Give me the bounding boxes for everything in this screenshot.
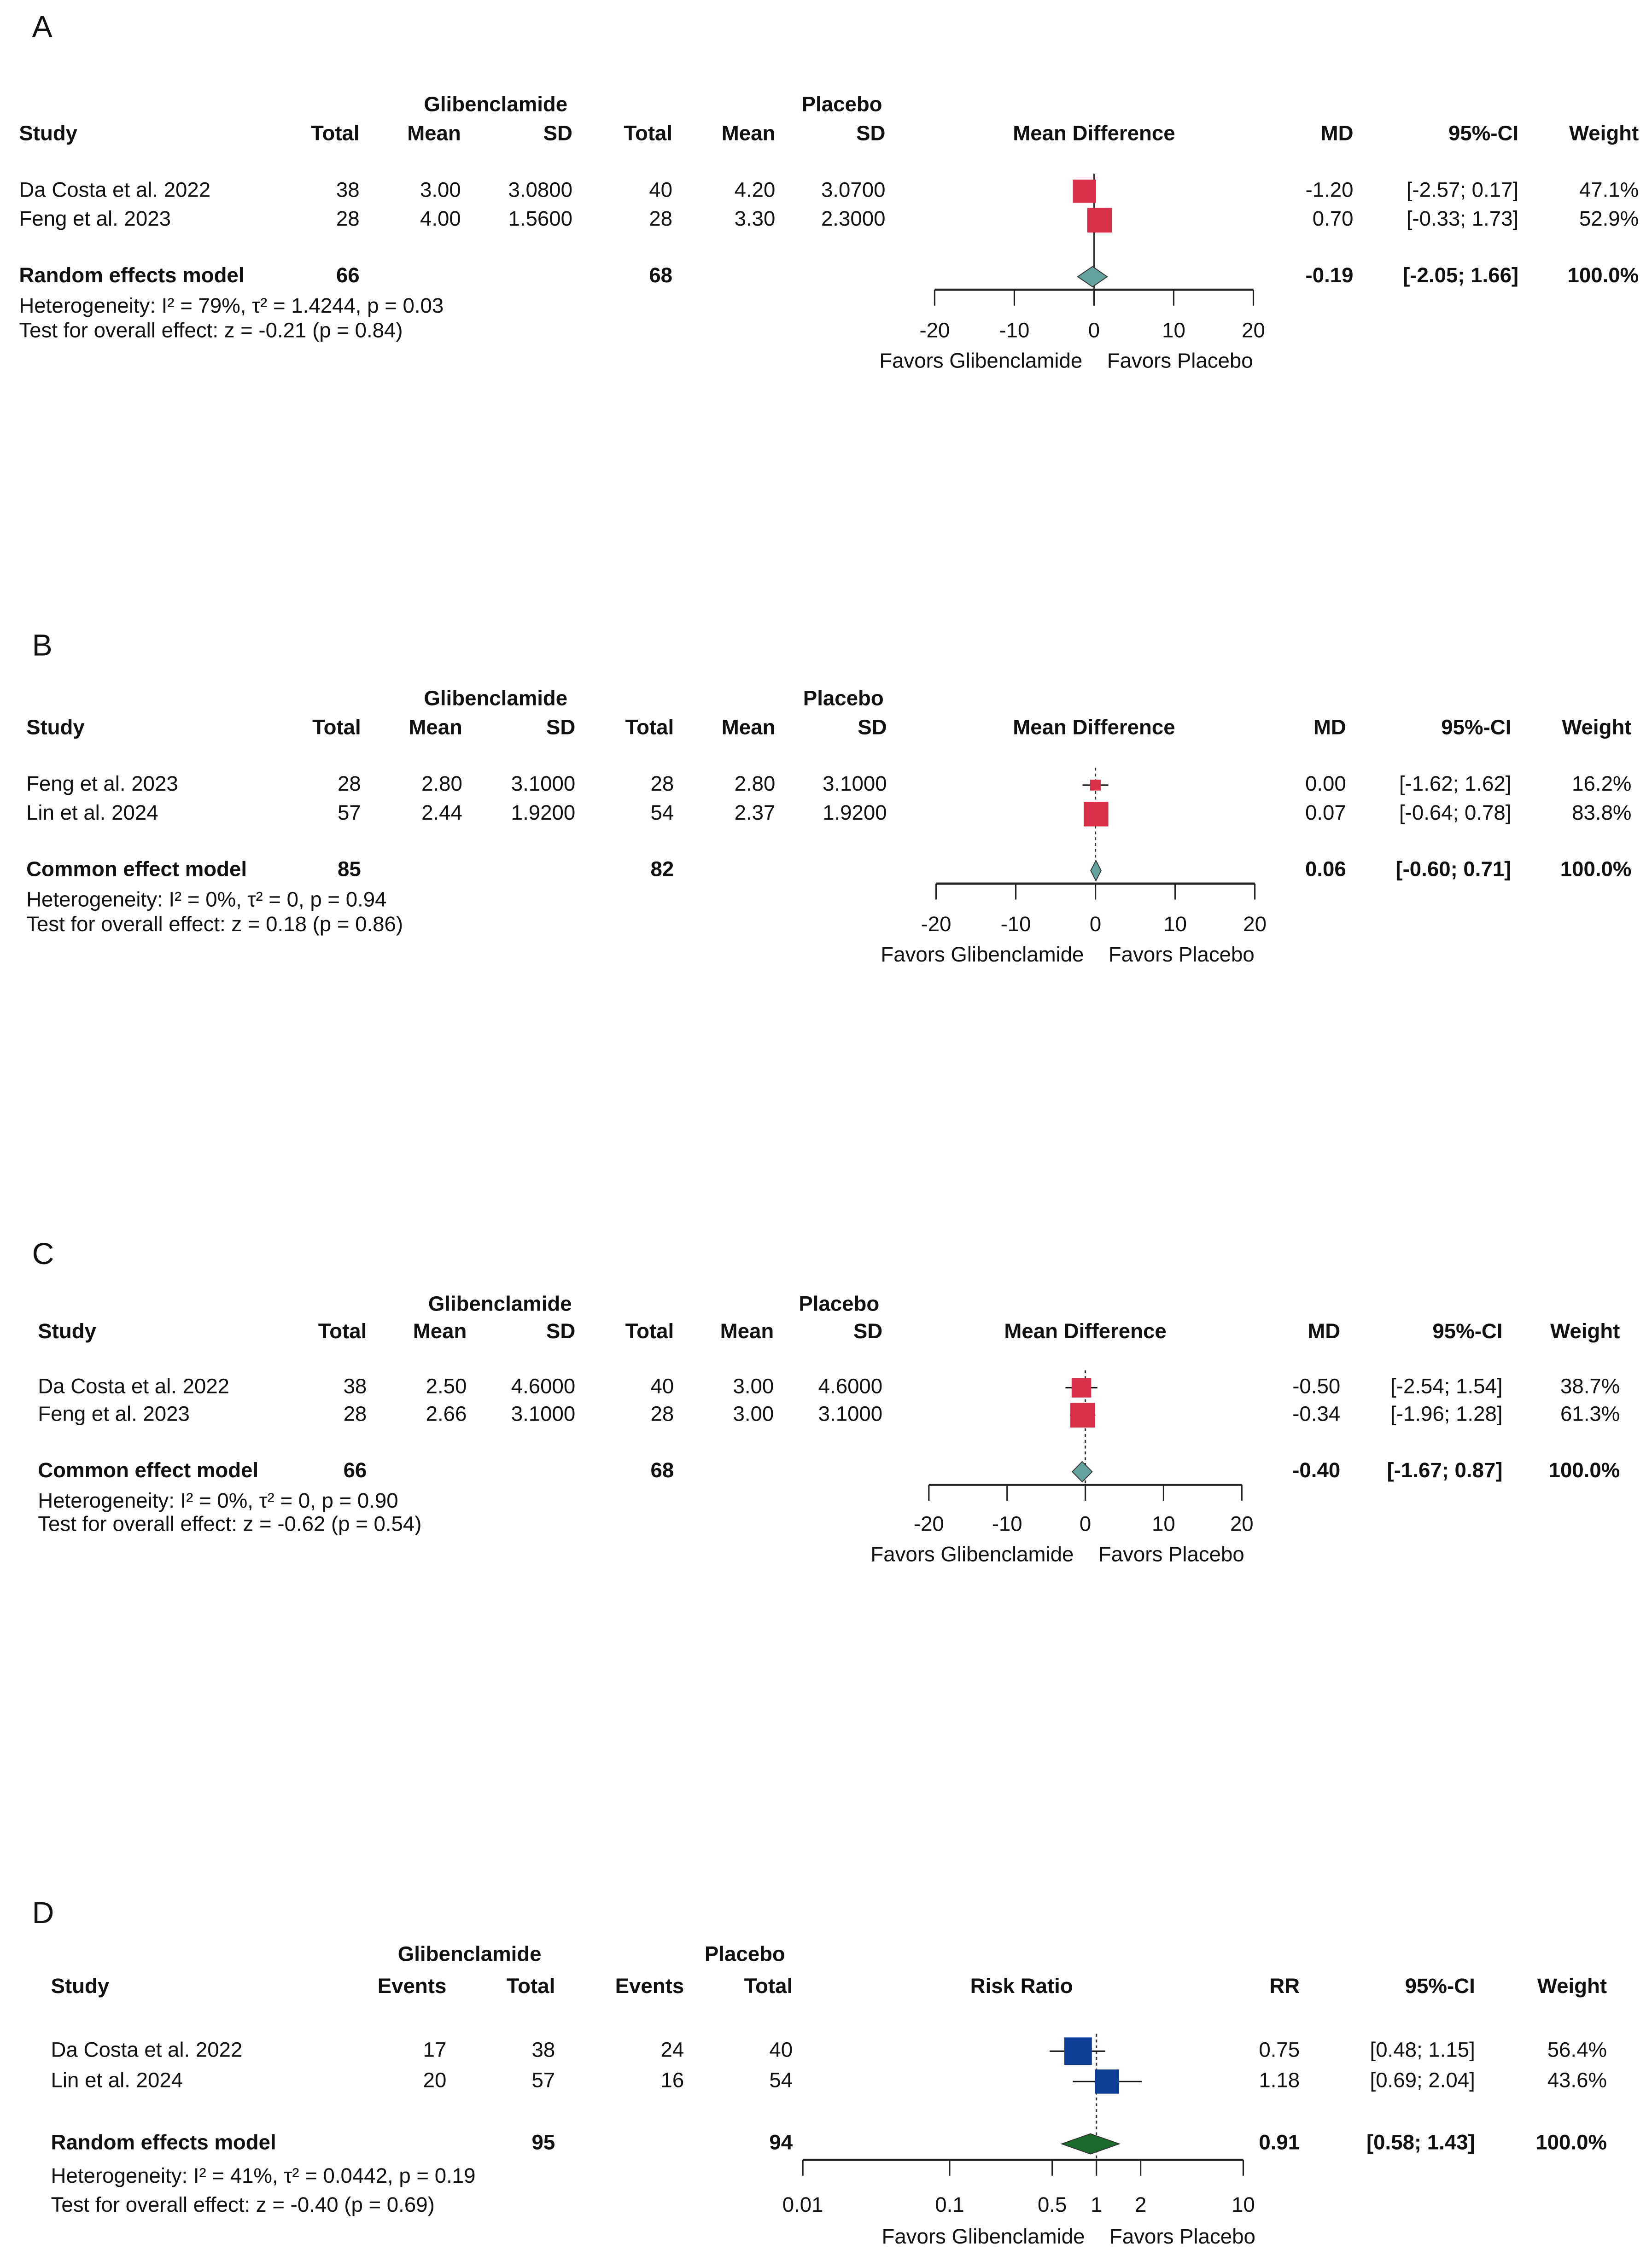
study-cell: [-2.57; 0.17] <box>1406 178 1519 202</box>
study-cell: 4.6000 <box>511 1374 576 1398</box>
model-cell: 0.06 <box>1305 857 1346 881</box>
study-cell: 0.75 <box>1259 2038 1300 2062</box>
column-header: Mean <box>721 715 776 739</box>
study-cell: 0.07 <box>1305 800 1346 824</box>
column-header: Mean <box>720 1319 774 1343</box>
study-cell: 3.30 <box>734 207 776 231</box>
model-name: Random effects model <box>19 263 245 287</box>
model-name: Random effects model <box>51 2130 276 2154</box>
study-cell: 2.37 <box>734 800 776 824</box>
plot-column-header: Mean Difference <box>1004 1319 1167 1343</box>
summary-diamond <box>1072 1462 1092 1482</box>
study-cell: 2.80 <box>421 772 462 796</box>
model-name: Common effect model <box>38 1458 259 1482</box>
favors-right-label: Favors Placebo <box>1098 1542 1244 1566</box>
model-cell: 85 <box>338 857 361 881</box>
column-header: SD <box>546 1319 576 1343</box>
study-name: Da Costa et al. 2022 <box>51 2038 243 2062</box>
study-cell: 28 <box>338 772 361 796</box>
group-header: Placebo <box>704 1942 785 1966</box>
study-cell: 3.00 <box>733 1402 774 1426</box>
column-header: MD <box>1313 715 1346 739</box>
model-cell: 100.0% <box>1567 263 1639 287</box>
column-header: Total <box>318 1319 367 1343</box>
column-header: Study <box>19 121 78 145</box>
study-cell: 4.6000 <box>818 1374 883 1398</box>
study-cell: 0.00 <box>1305 772 1346 796</box>
study-cell: 2.50 <box>426 1374 467 1398</box>
study-cell: 4.00 <box>420 207 461 231</box>
group-header: Glibenclamide <box>424 92 568 116</box>
model-cell: 68 <box>650 1458 674 1482</box>
plot-column-header: Mean Difference <box>1013 121 1175 145</box>
study-cell: [0.69; 2.04] <box>1370 2068 1475 2092</box>
column-header: SD <box>856 121 886 145</box>
study-cell: 2.44 <box>421 800 462 824</box>
study-cell: 2.3000 <box>821 207 886 231</box>
study-name: Da Costa et al. 2022 <box>19 178 211 202</box>
heterogeneity-text: Heterogeneity: I² = 41%, τ² = 0.0442, p = 0.19 <box>51 2164 476 2188</box>
axis-tick-label: 0 <box>1079 1512 1092 1536</box>
panel-d <box>32 1895 1607 2248</box>
panel-c <box>32 1236 1620 1566</box>
study-square <box>1073 180 1096 203</box>
heterogeneity-text: Heterogeneity: I² = 0%, τ² = 0, p = 0.90 <box>38 1489 398 1513</box>
favors-right-label: Favors Placebo <box>1108 943 1255 967</box>
study-cell: 57 <box>531 2068 555 2092</box>
study-cell: 3.1000 <box>823 772 887 796</box>
group-header: Placebo <box>799 1292 880 1316</box>
favors-left-label: Favors Glibenclamide <box>881 2225 1085 2249</box>
study-cell: 47.1% <box>1579 178 1639 202</box>
model-cell: 0.91 <box>1259 2130 1300 2154</box>
study-cell: 2.66 <box>426 1402 467 1426</box>
column-header: Mean <box>721 121 776 145</box>
study-cell: 28 <box>650 1402 674 1426</box>
column-header: Total <box>744 1974 793 1998</box>
column-header: Weight <box>1562 715 1632 739</box>
axis-tick-label: 10 <box>1232 2192 1255 2216</box>
study-cell: 54 <box>769 2068 793 2092</box>
study-cell: 3.00 <box>733 1374 774 1398</box>
axis-tick-label: 0.5 <box>1038 2192 1067 2216</box>
panel-label: B <box>32 628 53 662</box>
column-header: Mean <box>407 121 461 145</box>
column-header: RR <box>1269 1974 1300 1998</box>
study-cell: 4.20 <box>734 178 776 202</box>
study-name: Lin et al. 2024 <box>51 2068 183 2092</box>
model-cell: 82 <box>650 857 674 881</box>
column-header: Total <box>625 1319 674 1343</box>
axis-tick-label: 20 <box>1230 1512 1254 1536</box>
plot-column-header: Mean Difference <box>1013 715 1175 739</box>
study-cell: 3.0800 <box>508 178 573 202</box>
axis-tick-label: 1 <box>1091 2192 1103 2216</box>
overall-effect-text: Test for overall effect: z = -0.62 (p = 0.54) <box>38 1512 422 1536</box>
model-cell: 66 <box>343 1458 367 1482</box>
favors-left-label: Favors Glibenclamide <box>881 943 1084 967</box>
column-header: 95%-CI <box>1432 1319 1503 1343</box>
axis-tick-label: -20 <box>913 1512 944 1536</box>
model-cell: 100.0% <box>1535 2130 1607 2154</box>
column-header: Mean <box>413 1319 467 1343</box>
plot-column-header: Risk Ratio <box>970 1974 1073 1998</box>
axis-tick-label: -10 <box>1000 912 1031 936</box>
axis-tick-label: -10 <box>992 1512 1022 1536</box>
study-name: Feng et al. 2023 <box>38 1402 190 1426</box>
model-name: Common effect model <box>26 857 247 881</box>
study-cell: -0.50 <box>1292 1374 1341 1398</box>
study-cell: 0.70 <box>1312 207 1354 231</box>
axis-tick-label: 0.1 <box>935 2192 964 2216</box>
column-header: Total <box>624 121 673 145</box>
study-cell: [-1.62; 1.62] <box>1399 772 1512 796</box>
overall-effect-text: Test for overall effect: z = 0.18 (p = 0.86) <box>26 912 403 936</box>
panel-b <box>26 628 1631 967</box>
summary-diamond <box>1091 861 1101 881</box>
axis-tick-label: 0 <box>1088 318 1100 342</box>
axis-tick-label: 2 <box>1134 2192 1147 2216</box>
column-header: Weight <box>1550 1319 1620 1343</box>
study-name: Da Costa et al. 2022 <box>38 1374 230 1398</box>
study-square <box>1090 780 1101 791</box>
model-cell: 68 <box>649 263 673 287</box>
model-cell: [-0.60; 0.71] <box>1395 857 1512 881</box>
study-cell: 28 <box>343 1402 367 1426</box>
favors-left-label: Favors Glibenclamide <box>879 349 1083 373</box>
column-header: Mean <box>409 715 462 739</box>
favors-left-label: Favors Glibenclamide <box>870 1542 1074 1566</box>
study-cell: 83.8% <box>1572 800 1632 824</box>
column-header: 95%-CI <box>1405 1974 1475 1998</box>
axis-tick-label: 20 <box>1242 318 1265 342</box>
panel-label: A <box>32 9 53 44</box>
study-cell: 1.18 <box>1259 2068 1300 2092</box>
column-header: Total <box>506 1974 555 1998</box>
study-cell: 3.00 <box>420 178 461 202</box>
column-header: Weight <box>1569 121 1639 145</box>
axis-tick-label: -20 <box>919 318 950 342</box>
column-header: MD <box>1320 121 1354 145</box>
overall-effect-text: Test for overall effect: z = -0.21 (p = 0.84) <box>19 318 403 342</box>
column-header: Total <box>311 121 360 145</box>
study-cell: 3.1000 <box>818 1402 883 1426</box>
study-cell: 3.1000 <box>511 772 576 796</box>
column-header: Study <box>38 1319 96 1343</box>
column-header: Study <box>26 715 85 739</box>
study-cell: 3.0700 <box>821 178 886 202</box>
column-header: Total <box>312 715 361 739</box>
study-cell: 16 <box>660 2068 684 2092</box>
study-name: Feng et al. 2023 <box>26 772 178 796</box>
group-header: Glibenclamide <box>397 1942 542 1966</box>
favors-right-label: Favors Placebo <box>1109 2225 1255 2249</box>
summary-diamond <box>1062 2134 1119 2154</box>
group-header: Placebo <box>801 92 882 116</box>
column-header: 95%-CI <box>1441 715 1512 739</box>
panel-label: C <box>32 1236 54 1270</box>
model-cell: -0.19 <box>1305 263 1354 287</box>
study-cell: 16.2% <box>1572 772 1632 796</box>
overall-effect-text: Test for overall effect: z = -0.40 (p = 0.69) <box>51 2192 435 2216</box>
column-header: Total <box>625 715 674 739</box>
study-cell: [-2.54; 1.54] <box>1390 1374 1503 1398</box>
model-cell: 100.0% <box>1548 1458 1620 1482</box>
study-cell: 2.80 <box>734 772 776 796</box>
study-cell: [0.48; 1.15] <box>1370 2038 1475 2062</box>
model-cell: 66 <box>336 263 360 287</box>
study-cell: 57 <box>338 800 361 824</box>
study-cell: 3.1000 <box>511 1402 576 1426</box>
study-cell: 54 <box>650 800 674 824</box>
study-cell: 52.9% <box>1579 207 1639 231</box>
heterogeneity-text: Heterogeneity: I² = 79%, τ² = 1.4244, p = 0.03 <box>19 293 444 317</box>
study-cell: [-1.96; 1.28] <box>1390 1402 1503 1426</box>
axis-tick-label: 10 <box>1162 318 1185 342</box>
study-cell: 28 <box>336 207 360 231</box>
study-cell: 40 <box>769 2038 793 2062</box>
study-cell: [-0.64; 0.78] <box>1399 800 1512 824</box>
study-cell: 56.4% <box>1547 2038 1607 2062</box>
study-cell: 38 <box>336 178 360 202</box>
study-square <box>1095 2069 1119 2094</box>
column-header: Events <box>377 1974 447 1998</box>
model-cell: 95 <box>531 2130 555 2154</box>
study-name: Lin et al. 2024 <box>26 800 158 824</box>
study-square <box>1070 1403 1095 1428</box>
study-cell: 20 <box>423 2068 447 2092</box>
axis-tick-label: 0.01 <box>782 2192 823 2216</box>
model-cell: 100.0% <box>1560 857 1632 881</box>
study-square <box>1064 2037 1092 2065</box>
study-cell: 24 <box>660 2038 684 2062</box>
model-cell: 94 <box>769 2130 793 2154</box>
study-cell: 38.7% <box>1560 1374 1620 1398</box>
column-header: Weight <box>1537 1974 1607 1998</box>
favors-right-label: Favors Placebo <box>1107 349 1253 373</box>
column-header: SD <box>543 121 573 145</box>
column-header: SD <box>853 1319 883 1343</box>
study-cell: 1.9200 <box>511 800 576 824</box>
column-header: 95%-CI <box>1448 121 1519 145</box>
summary-diamond <box>1078 267 1107 287</box>
study-square <box>1084 802 1108 826</box>
model-cell: [-2.05; 1.66] <box>1403 263 1519 287</box>
study-cell: 1.5600 <box>508 207 573 231</box>
study-square <box>1072 1378 1091 1397</box>
study-cell: 1.9200 <box>823 800 887 824</box>
model-cell: [0.58; 1.43] <box>1366 2130 1475 2154</box>
heterogeneity-text: Heterogeneity: I² = 0%, τ² = 0, p = 0.94 <box>26 887 387 911</box>
column-header: SD <box>858 715 887 739</box>
group-header: Placebo <box>803 686 884 710</box>
study-cell: 61.3% <box>1560 1402 1620 1426</box>
study-cell: 28 <box>649 207 673 231</box>
study-square <box>1087 208 1112 232</box>
study-cell: 38 <box>531 2038 555 2062</box>
axis-tick-label: -10 <box>999 318 1030 342</box>
column-header: MD <box>1308 1319 1341 1343</box>
column-header: Events <box>615 1974 684 1998</box>
model-cell: -0.40 <box>1292 1458 1341 1482</box>
panel-label: D <box>32 1895 54 1930</box>
study-cell: 40 <box>649 178 673 202</box>
column-header: Study <box>51 1974 110 1998</box>
axis-tick-label: 0 <box>1089 912 1102 936</box>
column-header: SD <box>546 715 576 739</box>
group-header: Glibenclamide <box>424 686 568 710</box>
study-name: Feng et al. 2023 <box>19 207 171 231</box>
axis-tick-label: 10 <box>1152 1512 1175 1536</box>
model-cell: [-1.67; 0.87] <box>1387 1458 1503 1482</box>
study-cell: 17 <box>423 2038 447 2062</box>
axis-tick-label: 20 <box>1243 912 1267 936</box>
axis-tick-label: -20 <box>921 912 952 936</box>
panel-a <box>19 9 1639 372</box>
study-cell: -0.34 <box>1292 1402 1341 1426</box>
group-header: Glibenclamide <box>428 1292 572 1316</box>
study-cell: 28 <box>650 772 674 796</box>
study-cell: 43.6% <box>1547 2068 1607 2092</box>
axis-tick-label: 10 <box>1163 912 1187 936</box>
study-cell: 40 <box>650 1374 674 1398</box>
study-cell: -1.20 <box>1305 178 1354 202</box>
study-cell: [-0.33; 1.73] <box>1406 207 1519 231</box>
study-cell: 38 <box>343 1374 367 1398</box>
